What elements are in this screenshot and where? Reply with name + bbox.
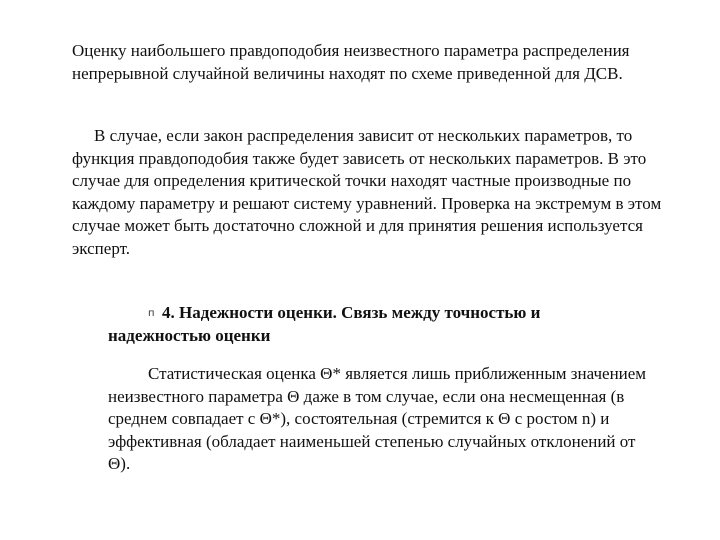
intro-paragraph: Оценку наибольшего правдоподобия неизвестного параметра распределения непрерывной случайной величины находят по схеме приведенной для ДСВ. [72, 41, 630, 83]
section-heading: 4. Надежности оценки. Связь между точностью и надежностью оценки [108, 303, 541, 345]
multi-parameter-paragraph: В случае, если закон распределения зависит от нескольких параметров, то функция правдоподобия также будет зависеть от нескольких параметров. В это случае для определения критической точки находят частные производные по каждому параметру и решают систему уравнений. Проверка на экстремум в этом случае может быть достаточно сложной и для принятия решения используется эксперт. [72, 126, 662, 258]
estimate-properties-paragraph: Статистическая оценка Θ* является лишь приближенным значением неизвестного параметра Θ даже в том случае, если она несмещенная (в среднем совпадает с Θ*), состоятельная (стремится к Θ с ростом n) и эффективная (обладает наименьшей степенью случайных отклонений от Θ). [108, 364, 647, 473]
bullet-marker: п [148, 308, 155, 319]
